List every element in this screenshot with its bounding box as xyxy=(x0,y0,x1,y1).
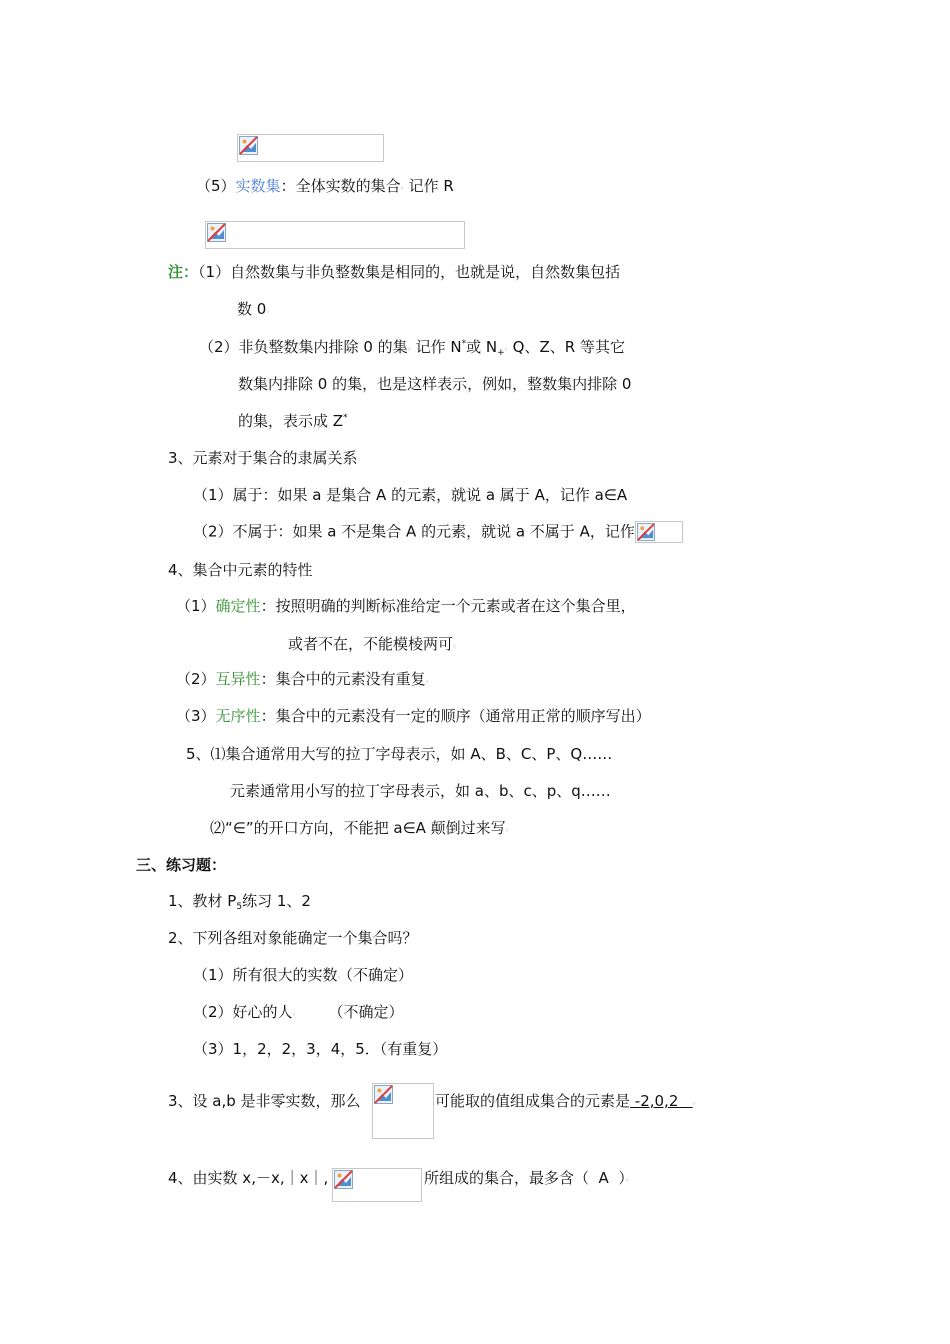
membership-not-belongs: （2）不属于：如果 a 不是集合 A 的元素，就说 a 不属于 A，记作 xyxy=(193,521,683,543)
line-real-number-set: （5）实数集：全体实数的集合。记作 R xyxy=(196,177,454,195)
note-line-2: 数 0。 xyxy=(237,300,275,318)
notation-elements: 元素通常用小写的拉丁字母表示，如 a、b、c、p、q…… xyxy=(230,782,611,800)
broken-image-icon xyxy=(207,223,226,242)
exercise-2-item-3: （3）1，2，2，3，4，5．（有重复） xyxy=(193,1040,448,1058)
broken-image-icon xyxy=(239,136,258,155)
term-unordered: 无序性 xyxy=(215,707,261,725)
notation-sets: 5、⑴集合通常用大写的拉丁字母表示，如 A、B、C、P、Q…… xyxy=(186,745,613,763)
exercise-3-start: 3、设 a,b 是非零实数，那么 xyxy=(168,1092,361,1110)
notation-symbol: ⑵“∈”的开口方向，不能把 a∈A 颠倒过来写。 xyxy=(210,819,514,837)
property-unordered: （3）无序性：集合中的元素没有一定的顺序（通常用正常的顺序写出） xyxy=(176,707,651,725)
exercise-3-end: 可能取的值组成集合的元素是 -2,0,2 。 xyxy=(435,1092,701,1110)
image-placeholder xyxy=(332,1168,422,1202)
property-determinacy-cont: 或者不在，不能模棱两可。 xyxy=(288,635,462,653)
term-distinctness: 互异性 xyxy=(215,670,261,688)
exercise-2-item-1: （1）所有很大的实数。（不确定） xyxy=(193,966,414,984)
section-membership-heading: 3、元素对于集合的隶属关系 xyxy=(168,449,358,467)
note-line-3: （2）非负整数集内排除 0 的集。记作 N*或 $N_+$。Q、Z、R 等其它 xyxy=(199,338,625,358)
broken-image-icon xyxy=(374,1085,393,1104)
image-placeholder xyxy=(635,521,683,543)
exercise-1: 1、教材 $P_5$练习 1、2 xyxy=(168,892,311,912)
property-determinacy: （1）确定性：按照明确的判断标准给定一个元素或者在这个集合里， xyxy=(176,597,636,615)
exercise-3-answer: -2,0,2 xyxy=(630,1092,693,1110)
note-line-4: 数集内排除 0 的集，也是这样表示，例如，整数集内排除 0 xyxy=(238,375,632,393)
property-distinctness: （2）互异性：集合中的元素没有重复。 xyxy=(176,670,434,688)
term-real-number-set: 实数集 xyxy=(235,177,281,195)
term-determinacy: 确定性 xyxy=(215,597,261,615)
note-label: 注 xyxy=(168,263,184,281)
exercise-2-item-2: （2）好心的人。 （不确定） xyxy=(193,1003,404,1021)
image-placeholder xyxy=(237,134,384,162)
image-placeholder xyxy=(205,221,465,249)
exercise-2: 2、下列各组对象能确定一个集合吗？ xyxy=(168,929,418,947)
membership-belongs: （1）属于：如果 a 是集合 A 的元素，就说 a 属于 A，记作 a∈A xyxy=(193,486,628,504)
broken-image-icon xyxy=(637,523,655,541)
section-exercises-heading: 三、练习题： xyxy=(136,856,227,874)
broken-image-icon xyxy=(334,1170,353,1189)
section-properties-heading: 4、集合中元素的特性 xyxy=(168,561,313,579)
exercise-4-start: 4、由实数 x,－x,｜x｜, xyxy=(168,1169,329,1187)
note-line-1: 注：（1）自然数集与非负整数集是相同的，也就是说，自然数集包括 xyxy=(168,263,621,281)
image-placeholder xyxy=(372,1083,434,1139)
note-line-5: 的集，表示成 Z* xyxy=(238,412,348,430)
exercise-4-end: 所组成的集合，最多含（ A ）。 xyxy=(424,1169,634,1187)
